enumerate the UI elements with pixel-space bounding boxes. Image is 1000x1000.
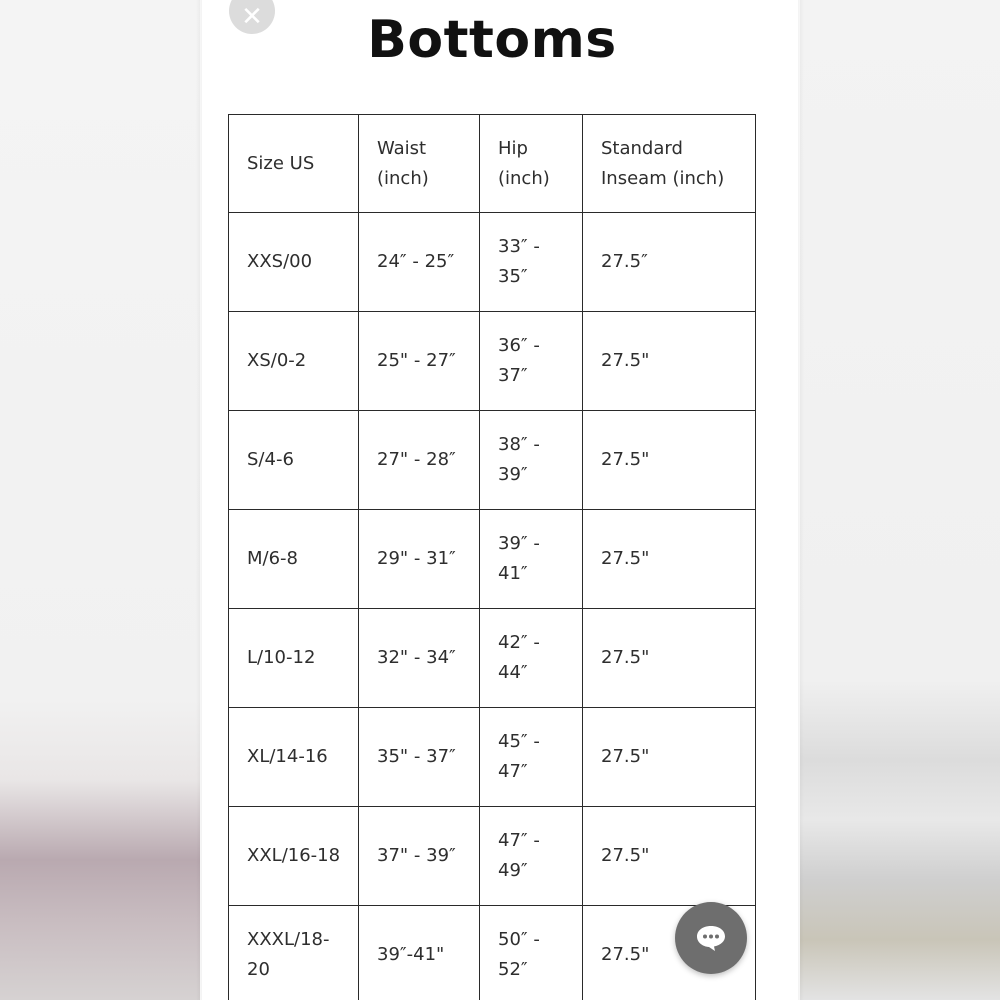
background-left [0, 0, 200, 1000]
page-title: Bottoms [367, 10, 617, 70]
cell-hip-line: 37″ [498, 365, 528, 386]
header-waist-line: Waist [377, 137, 427, 159]
cell-inseam [583, 510, 756, 609]
table-row [229, 411, 756, 510]
table-row [229, 510, 756, 609]
cell-inseam [583, 708, 756, 807]
table-row [229, 312, 756, 411]
cell-size [229, 609, 359, 708]
cell-waist [359, 312, 480, 411]
cell-hip-line: 49″ [498, 860, 528, 881]
cell-size [229, 411, 359, 510]
cell-size-line: M/6-8 [247, 548, 298, 569]
cell-hip-line: 45″ - [498, 731, 540, 752]
cell-hip-line: 42″ - [498, 632, 540, 653]
cell-inseam-line: 27.5" [601, 845, 650, 866]
cell-inseam-line: 27.5" [601, 449, 650, 470]
cell-inseam-line: 27.5" [601, 944, 650, 965]
cell-waist-line: 25" - 27″ [377, 350, 456, 371]
cell-size-line: XXL/16-18 [247, 845, 341, 866]
cell-size-line: L/10-12 [247, 647, 316, 668]
cell-hip [480, 213, 583, 312]
cell-size [229, 708, 359, 807]
cell-inseam [583, 213, 756, 312]
cell-hip-line: 39″ - [498, 533, 540, 554]
background-right [800, 0, 1000, 1000]
cell-size-line: XS/0-2 [247, 350, 307, 371]
cell-waist-line: 32" - 34″ [377, 647, 456, 668]
cell-waist [359, 906, 480, 1000]
cell-size [229, 807, 359, 906]
cell-waist [359, 411, 480, 510]
table-header-row [229, 115, 756, 213]
panel-edge-left [196, 0, 202, 1000]
cell-size-line: S/4-6 [247, 449, 294, 470]
header-waist-line: (inch) [377, 167, 429, 189]
cell-hip-line: 52″ [498, 959, 528, 980]
header-inseam-line: Inseam (inch) [601, 167, 725, 189]
cell-size [229, 312, 359, 411]
cell-inseam-line: 27.5″ [601, 251, 648, 272]
cell-waist-line: 35" - 37″ [377, 746, 456, 767]
cell-size [229, 510, 359, 609]
cell-hip [480, 807, 583, 906]
table-row [229, 609, 756, 708]
cell-inseam [583, 807, 756, 906]
cell-waist-line: 27" - 28″ [377, 449, 456, 470]
cell-inseam-line: 27.5" [601, 548, 650, 569]
cell-inseam-line: 27.5" [601, 647, 650, 668]
table-row [229, 213, 756, 312]
cell-waist-line: 29" - 31″ [377, 548, 456, 569]
cell-waist [359, 807, 480, 906]
cell-hip-line: 44″ [498, 662, 528, 683]
cell-waist-line: 39″-41" [377, 944, 445, 965]
header-size-line: Size US [247, 152, 315, 174]
cell-hip-line: 39″ [498, 464, 528, 485]
cell-waist [359, 510, 480, 609]
cell-inseam [583, 411, 756, 510]
cell-inseam [583, 312, 756, 411]
header-hip [480, 115, 583, 213]
close-icon: ✕ [241, 1, 263, 31]
cell-inseam-line: 27.5" [601, 350, 650, 371]
cell-waist-line: 37" - 39″ [377, 845, 456, 866]
cell-hip-line: 35″ [498, 266, 528, 287]
cell-hip [480, 609, 583, 708]
table-row [229, 807, 756, 906]
cell-size-line: 20 [247, 959, 270, 980]
cell-waist [359, 609, 480, 708]
cell-hip-line: 50″ - [498, 929, 540, 950]
cell-waist [359, 213, 480, 312]
table-row [229, 906, 756, 1000]
header-waist [359, 115, 480, 213]
header-hip-line: Hip [498, 137, 528, 159]
cell-hip [480, 411, 583, 510]
cell-size-line: XXS/00 [247, 251, 313, 272]
cell-inseam-line: 27.5" [601, 746, 650, 767]
cell-hip-line: 36″ - [498, 335, 540, 356]
cell-size-line: XL/14-16 [247, 746, 328, 767]
cell-hip [480, 708, 583, 807]
cell-hip [480, 312, 583, 411]
cell-size [229, 213, 359, 312]
cell-size-line: XXXL/18- [247, 929, 330, 950]
size-chart-table [228, 114, 756, 1000]
cell-hip-line: 38″ - [498, 434, 540, 455]
panel-edge-right [798, 0, 804, 1000]
cell-waist [359, 708, 480, 807]
cell-hip-line: 41″ [498, 563, 528, 584]
chat-bubble-icon [694, 923, 728, 953]
header-inseam-line: Standard [601, 137, 683, 159]
cell-inseam [583, 609, 756, 708]
cell-hip-line: 47″ [498, 761, 528, 782]
header-hip-line: (inch) [498, 167, 550, 189]
cell-hip [480, 906, 583, 1000]
cell-waist-line: 24″ - 25″ [377, 251, 455, 272]
chat-button[interactable] [675, 902, 747, 974]
cell-hip-line: 33″ - [498, 236, 540, 257]
header-inseam [583, 115, 756, 213]
header-size [229, 115, 359, 213]
cell-size [229, 906, 359, 1000]
cell-hip-line: 47″ - [498, 830, 540, 851]
cell-hip [480, 510, 583, 609]
table-row [229, 708, 756, 807]
